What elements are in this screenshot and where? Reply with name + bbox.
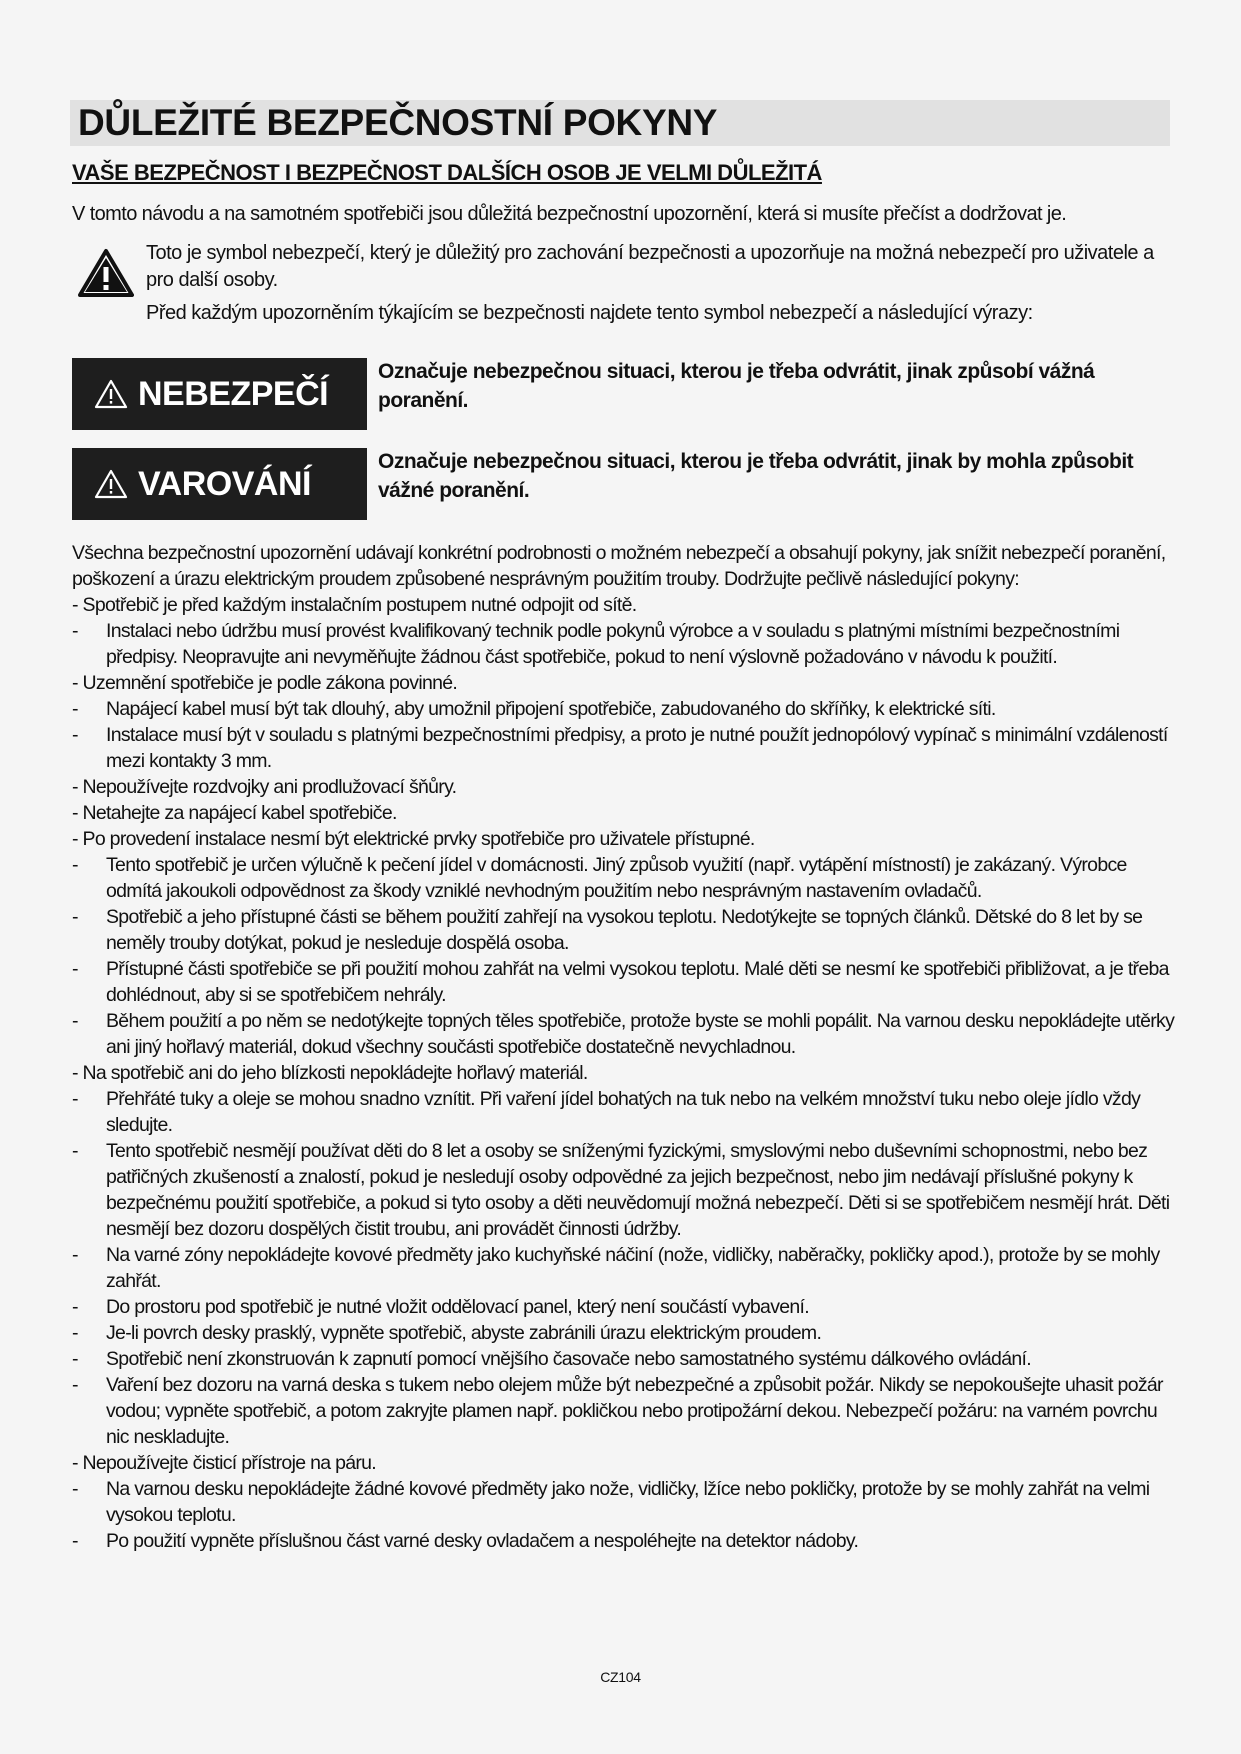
list-item: - Na spotřebič ani do jeho blízkosti nepokládejte hořlavý materiál. [72, 1062, 588, 1084]
section-subtitle: VAŠE BEZPEČNOST I BEZPEČNOST DALŠÍCH OSOB JE VELMI DŮLEŽITÁ [72, 160, 822, 185]
list-item: - Napájecí kabel musí být tak dlouhý, aby umožnil připojení spotřebiče, zabudovaného do skříňky, k elektrické síti. [72, 698, 996, 720]
list-item: - Po použití vypněte příslušnou část varné desky ovladačem a nespoléhejte na detektor nádoby. [72, 1530, 859, 1552]
signal-description-warning: Označuje nebezpečnou situaci, kterou je třeba odvrátit, jinak by mohla způsobit vážné poranění. [378, 450, 1134, 502]
symbol-signal-intro: Před každým upozorněním týkajícím se bezpečnosti najdete tento symbol nebezpečí a následující výrazy: [146, 302, 1033, 324]
list-item: - Uzemnění spotřebiče je podle zákona povinné. [72, 672, 458, 694]
list-item: - Přehřáté tuky a oleje se mohou snadno vznítit. Při vaření jídel bohatých na tuk nebo na velkém množství tuku nebo oleje jídlo vždy sledujte. [72, 1088, 1141, 1136]
list-item: - Netahejte za napájecí kabel spotřebiče. [72, 802, 397, 824]
warning-triangle-icon [94, 469, 128, 499]
list-item: - Tento spotřebič je určen výlučně k pečení jídel v domácnosti. Jiný způsob využití (např. vytápění místností) je zakázaný. Výrobce odmítá jakoukoli odpovědnost za škody vzniklé nevhodným použitím nebo nesprávným nastavením ovladačů. [72, 854, 1127, 902]
list-item: - Na varné zóny nepokládejte kovové předměty jako kuchyňské náčiní (nože, vidličky, naběračky, pokličky apod.), protože by se mohly zahřát. [72, 1244, 1160, 1292]
signal-word-danger: NEBEZPEČÍ [138, 374, 329, 413]
page-title: DŮLEŽITÉ BEZPEČNOSTNÍ POKYNY [78, 102, 718, 143]
list-item: - Instalaci nebo údržbu musí provést kvalifikovaný technik podle pokynů výrobce a v souladu s platnými místními bezpečnostními předpisy. Neopravujte ani nevyměňujte žádnou část spotřebiče, pokud to není výslovně požadováno v návodu k použití. [72, 620, 1120, 668]
list-item: - Po provedení instalace nesmí být elektrické prvky spotřebiče pro uživatele přístupné. [72, 828, 755, 850]
signal-box-warning [72, 448, 367, 520]
instructions-list [72, 592, 1177, 1554]
list-item: - Přístupné části spotřebiče se při použití mohou zahřát na velmi vysokou teplotu. Malé děti se nesmí ke spotřebiči přibližovat, a je třeba dohlédnout, aby si se spotřebičem nehrály. [72, 958, 1169, 1006]
instructions-intro: Všechna bezpečnostní upozornění udávají konkrétní podrobnosti o možném nebezpečí a obsahují pokyny, jak snížit nebezpečí poranění, poškození a úrazu elektrickým proudem způsobené nesprávným použitím trouby. Dodržujte pečlivě následující pokyny: [72, 542, 1166, 590]
signal-word-warning: VAROVÁNÍ [138, 464, 311, 503]
list-item: - Spotřebič není zkonstruován k zapnutí pomocí vnějšího časovače nebo samostatného systému dálkového ovládání. [72, 1348, 1031, 1370]
list-item: - Na varnou desku nepokládejte žádné kovové předměty jako nože, vidličky, lžíce nebo pokličky, protože by se mohly zahřát na velmi vysokou teplotu. [72, 1478, 1150, 1526]
warning-triangle-icon [94, 379, 128, 409]
list-item: - Nepoužívejte rozdvojky ani prodlužovací šňůry. [72, 776, 457, 798]
symbol-description: Toto je symbol nebezpečí, který je důležitý pro zachování bezpečnosti a upozorňuje na možná nebezpečí pro uživatele a pro další osoby. [146, 242, 1154, 291]
list-item: - Nepoužívejte čisticí přístroje na páru. [72, 1452, 377, 1474]
list-item: - Spotřebič je před každým instalačním postupem nutné odpojit od sítě. [72, 594, 637, 616]
list-item: - Spotřebič a jeho přístupné části se během použití zahřejí na vysokou teplotu. Nedotýkejte se topných článků. Dětské do 8 let by se neměly trouby dotýkat, pokud je nesleduje dospělá osoba. [72, 906, 1143, 954]
list-item: - Je-li povrch desky prasklý, vypněte spotřebič, abyste zabránili úrazu elektrickým proudem. [72, 1322, 822, 1344]
intro-text: V tomto návodu a na samotném spotřebiči jsou důležitá bezpečnostní upozornění, která si musíte přečíst a dodržovat je. [72, 203, 1067, 225]
warning-triangle-icon [78, 248, 134, 298]
safety-instructions [72, 540, 1177, 1554]
title-bar [70, 100, 1170, 146]
list-item: - Do prostoru pod spotřebič je nutné vložit oddělovací panel, který není součástí vybavení. [72, 1296, 809, 1318]
page-code: CZ104 [600, 1669, 641, 1685]
list-item: - Tento spotřebič nesmějí používat děti do 8 let a osoby se sníženými fyzickými, smyslovými nebo duševními schopnostmi, nebo bez patřičných zkušeností a znalostí, pokud je nesledují osoby odpovědné za jejich bezpečnost, nebo jim nedávají příslušné pokyny k bezpečnému použití spotřebiče, a pokud si tyto osoby a děti neuvědomují možná nebezpečí. Děti si se spotřebičem nesmějí hrát. Děti nesmějí bez dozoru dospělých čistit troubu, ani provádět činnosti údržby. [72, 1140, 1170, 1240]
list-item: - Vaření bez dozoru na varná deska s tukem nebo olejem může být nebezpečné a způsobit požár. Nikdy se nepokoušejte uhasit požár vodou; vypněte spotřebič, a potom zakryjte plamen např. pokličkou nebo protipožární dekou. Nebezpečí požáru: na varném povrchu nic neskladujte. [72, 1374, 1163, 1448]
list-item: - Instalace musí být v souladu s platnými bezpečnostními předpisy, a proto je nutné použít jednopólový vypínač s minimální vzdáleností mezi kontakty 3 mm. [72, 724, 1168, 772]
signal-box-danger [72, 358, 367, 430]
list-item: - Během použití a po něm se nedotýkejte topných těles spotřebiče, protože byste se mohli popálit. Na varnou desku nepokládejte utěrky ani jiný hořlavý materiál, dokud všechny součásti spotřebiče dostatečně nevychladnou. [72, 1010, 1175, 1058]
signal-description-danger: Označuje nebezpečnou situaci, kterou je třeba odvrátit, jinak způsobí vážná poranění. [378, 360, 1095, 412]
